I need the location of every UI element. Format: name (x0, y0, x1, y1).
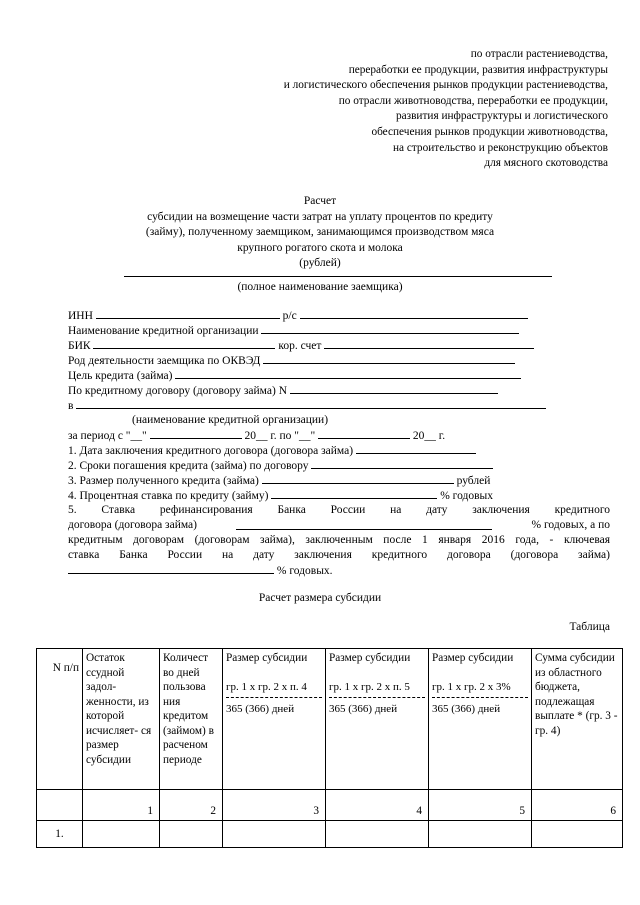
col4-formula: гр. 1 х гр. 2 х п. 5 (329, 681, 410, 693)
subsidy-table (36, 648, 623, 848)
number-cell: 3 (223, 790, 326, 821)
col5-formula: гр. 1 х гр. 2 х 3% (432, 681, 511, 693)
col3-fraction-line (226, 697, 322, 698)
kor-label: кор. счет (278, 340, 322, 352)
col3-title: Размер субсидии (226, 652, 308, 664)
header-line: и логистического обеспечения рынков продукции растениеводства, (283, 79, 608, 92)
col6-header: Сумма субсидии из областного бюджета, подлежащая выплате * (гр. 3 - гр. 4) (532, 649, 623, 790)
item5-line5 (68, 563, 333, 579)
org-caption: (наименование кредитной организации) (132, 414, 329, 426)
item2-row (68, 458, 493, 474)
table-cell[interactable] (83, 821, 160, 848)
number-cell: 2 (160, 790, 223, 821)
period-to-label: 20__ г. по "__" (244, 430, 316, 442)
item5-line2 (68, 518, 610, 533)
item4-field[interactable] (271, 488, 437, 499)
col3-header (223, 649, 326, 790)
calc-title: Расчет размера субсидии (258, 592, 382, 604)
item5-line4: ставка Банка России на дату заключения кредитного договора (договора займа) (68, 549, 610, 561)
table-row (37, 821, 623, 848)
kor-field[interactable] (324, 338, 534, 349)
col4-denominator: 365 (366) дней (329, 702, 398, 715)
header-line: на строительство и реконструкцию объектов (392, 141, 608, 154)
col5-header (429, 649, 532, 790)
bik-label: БИК (68, 340, 91, 352)
number-cell: 6 (532, 790, 623, 821)
number-cell: 4 (326, 790, 429, 821)
item5-key-rate-field[interactable] (68, 563, 274, 574)
okved-label: Род деятельности заемщика по ОКВЭД (68, 355, 261, 367)
item5-contract-label: договора (договора займа) (68, 519, 197, 531)
rs-field[interactable] (300, 308, 528, 319)
period-year-label: 20__ г. (412, 430, 446, 442)
table-cell[interactable] (326, 821, 429, 848)
title-line: крупного рогатого скота и молока (237, 241, 403, 254)
table-label: Таблица (569, 621, 610, 633)
col-number-header: N п/п (37, 649, 83, 790)
item3-row (68, 473, 490, 489)
contract-row (68, 383, 498, 399)
col5-title: Размер субсидии (432, 652, 514, 664)
item4-unit: % годовых (440, 490, 493, 502)
item2-label: 2. Сроки погашения кредита (займа) по договору (68, 460, 309, 472)
credit-org-row (68, 323, 519, 339)
okved-row (68, 353, 515, 369)
item5-line1: 5. Ставка рефинансирования Банка России на дату заключения кредитного (68, 504, 610, 516)
borrower-name-line[interactable] (124, 276, 552, 277)
number-cell (37, 790, 83, 821)
table-cell[interactable] (160, 821, 223, 848)
item4-label: 4. Процентная ставка по кредиту (займу) (68, 490, 269, 502)
col5-denominator: 365 (366) дней (432, 702, 501, 715)
item4-row (68, 488, 493, 504)
number-cell: 5 (429, 790, 532, 821)
header-line: переработки ее продукции, развития инфраструктуры (348, 63, 608, 76)
col4-title: Размер субсидии (329, 652, 411, 664)
v-label: в (68, 400, 74, 412)
number-cell: 1 (83, 790, 160, 821)
item1-row (68, 443, 476, 459)
item1-label: 1. Дата заключения кредитного договора (договора займа) (68, 445, 354, 457)
table-cell[interactable] (223, 821, 326, 848)
item1-field[interactable] (356, 443, 476, 454)
header-line: для мясного скотоводства (484, 157, 608, 170)
document-title (0, 194, 640, 272)
table-cell[interactable] (429, 821, 532, 848)
table-header-row (37, 649, 623, 790)
item5-line3: кредитным договорам (договорам займа), заключенным после 1 января 2016 года, - ключевая (68, 534, 610, 546)
col4-fraction-line (329, 697, 425, 698)
table-cell[interactable] (532, 821, 623, 848)
table-number-row (37, 790, 623, 821)
credit-org-label: Наименование кредитной организации (68, 325, 259, 337)
item3-field[interactable] (262, 473, 454, 484)
item5-rate-unit: % годовых, а по (531, 519, 610, 531)
title-line: Расчет (303, 195, 337, 207)
header-line: развития инфраструктуры и логистического (395, 110, 608, 123)
col5-fraction-line (432, 697, 528, 698)
bank-row (68, 398, 546, 414)
purpose-row (68, 368, 521, 384)
header-block (284, 47, 608, 172)
col1-header: Остаток ссудной задол- женности, из которой исчисляет- ся размер субсидии (83, 649, 160, 790)
rs-label: р/с (282, 310, 297, 322)
item3-label: 3. Размер полученного кредита (займа) (68, 475, 259, 487)
title-line: (рублей) (299, 257, 341, 269)
inn-row (68, 308, 528, 324)
bik-field[interactable] (93, 338, 275, 349)
item3-unit: рублей (456, 475, 491, 487)
period-from-field[interactable] (150, 428, 242, 439)
header-line: по отрасли растениеводства, (470, 48, 608, 60)
header-line: обеспечения рынков продукции животноводства, (371, 125, 608, 138)
title-line: субсидии на возмещение части затрат на уплату процентов по кредиту (147, 210, 493, 223)
col2-header: Количест во дней пользова ния кредитом (займом) в расченом периоде (160, 649, 223, 790)
row-number: 1. (37, 821, 83, 848)
item2-field[interactable] (311, 458, 493, 469)
col3-denominator: 365 (366) дней (226, 702, 295, 715)
col3-formula: гр. 1 х гр. 2 х п. 4 (226, 681, 307, 693)
item5-key-rate-unit: % годовых. (276, 565, 333, 577)
bank-field[interactable] (76, 398, 546, 409)
inn-label: ИНН (68, 310, 93, 322)
credit-org-field[interactable] (261, 323, 519, 334)
header-line: по отрасли животноводства, переработки ее продукции, (338, 94, 608, 107)
contract-field[interactable] (290, 383, 498, 394)
okved-field[interactable] (263, 353, 515, 364)
period-to-field[interactable] (318, 428, 410, 439)
purpose-field[interactable] (175, 368, 521, 379)
inn-field[interactable] (96, 308, 280, 319)
title-line: (займу), полученному заемщиком, занимающимся производством мяса (145, 226, 495, 238)
borrower-caption: (полное наименование заемщика) (237, 281, 403, 293)
period-row (68, 428, 445, 444)
col4-header (326, 649, 429, 790)
contract-label: По кредитному договору (договору займа) N (68, 385, 287, 397)
item5-rate-field[interactable] (236, 519, 492, 530)
period-from-label: за период с "__" (68, 430, 147, 442)
bik-row (68, 338, 534, 354)
purpose-label: Цель кредита (займа) (68, 370, 173, 382)
